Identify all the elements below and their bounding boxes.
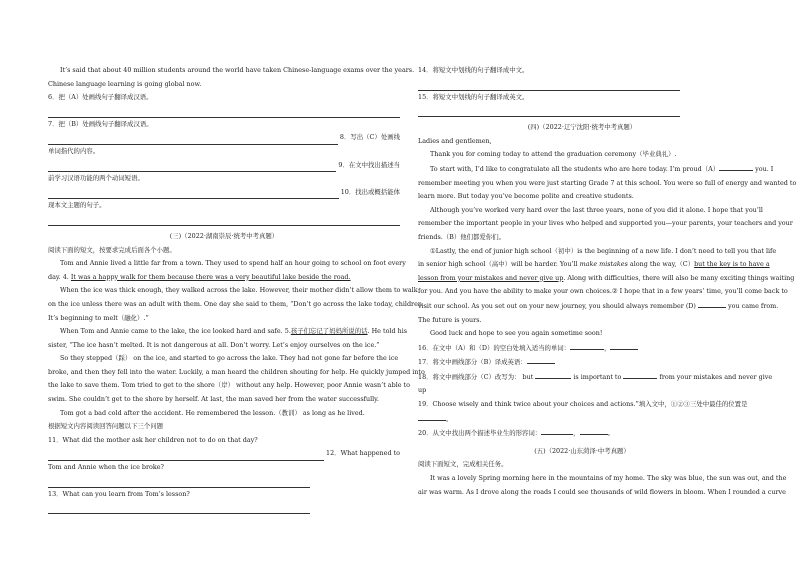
underlined-sentence: but the key is to have a bbox=[694, 260, 770, 269]
passage-line: Although you’ve worked very hard over the last three years, none of you did it alone. I hope that you’ll bbox=[430, 205, 763, 214]
question-19: 19．Choose wisely and think twice about your choices and actions.”填入文中，①②③三处中最佳的位置是 bbox=[418, 400, 748, 409]
underlined-sentence: lesson from your mistakes and never give up bbox=[418, 273, 564, 282]
answer-blank[interactable] bbox=[527, 355, 555, 364]
passage-line: Good luck and hope to see you again sometime soon! bbox=[430, 329, 603, 338]
question-20: 20．从文中找出两个描述毕业生的形容词： ， 。 bbox=[418, 426, 746, 441]
passage-line: sister, “The ice hasn’t melted. It is not dangerous at all. Don’t worry. Let’s enjoy ourselves on the ice.” bbox=[48, 340, 380, 349]
question-10: 10．找出或概括能体 bbox=[340, 187, 400, 196]
answer-row bbox=[48, 447, 400, 461]
answer-line[interactable] bbox=[48, 162, 336, 172]
question-9: 9．在文中找出描述当 bbox=[338, 160, 400, 169]
answer-line[interactable] bbox=[48, 189, 339, 199]
passage-line: broke, and then they fell into the water. Luckily, a man heard the children shouting for help. He quickly jumped into bbox=[48, 367, 425, 376]
question-15: 15．将短文中划线的句子翻译成英文。 bbox=[418, 92, 529, 101]
questions-instructions: 根据短文内容阅读回答问题以下三个问题 bbox=[48, 422, 164, 431]
question-9-cont: 前学习汉语功能的两个动词短语。 bbox=[48, 174, 144, 183]
answer-blank[interactable] bbox=[610, 341, 638, 350]
answer-line[interactable] bbox=[48, 501, 310, 514]
passage-line: Thank you for coming today to attend the graduation ceremony（毕业典礼）. bbox=[430, 150, 677, 159]
answer-line[interactable] bbox=[418, 104, 680, 117]
answer-blank[interactable] bbox=[570, 341, 604, 350]
question-10-cont: 现本文主题的句子。 bbox=[48, 201, 106, 210]
passage-line: swim. She couldn’t get to the shore by herself. At last, the man saved her from the water successfully. bbox=[48, 395, 379, 404]
passage-line: It was a lovely Spring morning here in the mountains of my home. The sky was blue, the sun was out, and the bbox=[430, 474, 787, 483]
answer-blank[interactable] bbox=[535, 370, 571, 379]
answer-line[interactable] bbox=[48, 105, 400, 118]
answer-row bbox=[48, 186, 400, 200]
section-5-title: (五)（2022·山东菏泽·中考真题） bbox=[534, 446, 630, 455]
answer-line[interactable] bbox=[48, 135, 338, 145]
passage-line: visit our school. As you set out on your new journey, you should always remember (D) you came from. bbox=[418, 299, 746, 314]
question-13: 13．What can you learn from Tom’s lesson? bbox=[48, 489, 190, 498]
passage-line: learn more. But today you’ve become polite and creative students. bbox=[418, 192, 634, 201]
passage-line: on the ice unless there was an adult with them. One day she said to them, “Don’t go across the lake today, children. bbox=[48, 299, 425, 308]
section-5-instructions: 阅读下面短文，完成相关任务。 bbox=[418, 460, 508, 469]
question-8-cont: 单词指代的内容。 bbox=[48, 146, 100, 155]
passage-line: day. 4. It was a happy walk for them because there was a very beautiful lake beside the road. bbox=[48, 272, 351, 281]
answer-row bbox=[48, 159, 400, 173]
question-6: 6．把（A）处画线句子翻译成汉语。 bbox=[48, 93, 153, 102]
question-18: 18．将文中画线部分（C）改写为： but is important to from your mistakes and never give bbox=[418, 370, 746, 385]
passage-line: remember meeting you when you were just starting Grade 7 at this school. You were so full of energy and wanted to bbox=[418, 178, 796, 187]
question-8: 8．写出（C）处画线 bbox=[339, 133, 400, 142]
answer-line[interactable] bbox=[48, 451, 324, 461]
passage-line: When the ice was thick enough, they walked across the lake. However, their mother didn’t allow them to walk bbox=[60, 286, 418, 295]
answer-line[interactable] bbox=[418, 78, 680, 91]
question-12-cont: Tom and Annie when the ice broke? bbox=[48, 463, 164, 472]
blank-d[interactable] bbox=[698, 299, 726, 308]
question-12: 12．What happened to bbox=[326, 449, 400, 458]
passage-line: the lake to save them. Tom tried to get to the shore（岸） without any help. However, poor Annie wasn’t able to bbox=[48, 381, 410, 390]
passage-line: lesson from your mistakes and never give up. Along with difficulties, there will also be many exciting things waiting bbox=[418, 273, 795, 282]
passage-line: remember the important people in your lives who helped and supported you—your parents, your teachers and your bbox=[418, 219, 793, 228]
passage-line: To start with, I’d like to congratulate all the students who are here today. I’m proud（A） you. I bbox=[418, 162, 746, 177]
passage-line: Tom got a bad cold after the accident. He remembered the lesson.（教训） as long as he lived. bbox=[60, 408, 365, 417]
question-7: 7．把（B）处画线句子翻译成汉语。 bbox=[48, 119, 153, 128]
blank-a[interactable] bbox=[719, 162, 753, 171]
section-3-title: (三)（2022·湖南崇辰·统考中考真题） bbox=[169, 231, 279, 240]
passage-line: When Tom and Annie came to the lake, the ice looked hard and safe. 5.孩子们忘记了妈妈所说的话. He told his bbox=[60, 327, 408, 336]
question-19-cont: 。 bbox=[418, 412, 746, 427]
answer-line[interactable] bbox=[48, 213, 400, 226]
passage-line: ①Lastly, the end of junior high school（初中）is the beginning of a new life. I don’t need to tell you that life bbox=[430, 246, 777, 255]
answer-blank[interactable] bbox=[623, 370, 657, 379]
passage-line: friends.（B）他们都爱你们。 bbox=[418, 232, 505, 241]
question-18-cont: up bbox=[418, 386, 427, 395]
question-11: 11．What did the mother ask her children not to do on that day? bbox=[48, 435, 258, 444]
passage-line: So they stepped（踩） on the ice, and started to go across the lake. They had not gone far before the ice bbox=[60, 354, 399, 363]
passage-line: It’s beginning to melt（融化）.” bbox=[48, 313, 149, 322]
underlined-sentence: 孩子们忘记了妈妈所说的话 bbox=[290, 327, 368, 336]
passage-line: for you. And you have the ability to make your own choices.② I hope that in a few years’ time, you’ll come back to bbox=[418, 287, 788, 296]
passage-line: The future is yours. bbox=[418, 315, 482, 324]
section-4-title: (四)（2022·辽宁沈阳·统考中考真题） bbox=[527, 123, 637, 132]
greeting: Ladies and gentlemen, bbox=[418, 136, 492, 145]
answer-blank[interactable] bbox=[580, 426, 608, 435]
right-column bbox=[418, 64, 796, 499]
question-14: 14．将短文中划线的句子翻译成中文。 bbox=[418, 66, 529, 74]
underlined-sentence: It was a happy walk for them because there was a very beautiful lake beside the road. bbox=[70, 272, 351, 281]
question-16: 16．在文中（A）和（D）的空白处填入适当的单词： ， bbox=[418, 341, 746, 356]
answer-blank[interactable] bbox=[418, 412, 446, 421]
question-17: 17．将文中画线部分（B）译成英语： bbox=[418, 355, 746, 370]
answer-row bbox=[48, 131, 400, 145]
passage-line: air was warm. As I drove along the roads I could see thousands of wild flowers in bloom. When I rounded a curve bbox=[418, 487, 786, 496]
intro-line: Chinese language learning is going global now. bbox=[48, 79, 202, 88]
section-3-instructions: 阅读下面的短文，按要求完成后面各个小题。 bbox=[48, 245, 176, 254]
answer-blank[interactable] bbox=[541, 426, 573, 435]
intro-line: It’s said that about 40 million students around the world have taken Chinese-language exams over the years. bbox=[60, 66, 415, 74]
passage-line: in senior high school（高中）will be harder. You’ll make mistakes along the way,（C）but the key is to have a bbox=[418, 260, 770, 269]
answer-line[interactable] bbox=[48, 475, 310, 488]
passage-line: Tom and Annie lived a little far from a town. They used to spend half an hour going to school on foot every bbox=[60, 259, 406, 268]
